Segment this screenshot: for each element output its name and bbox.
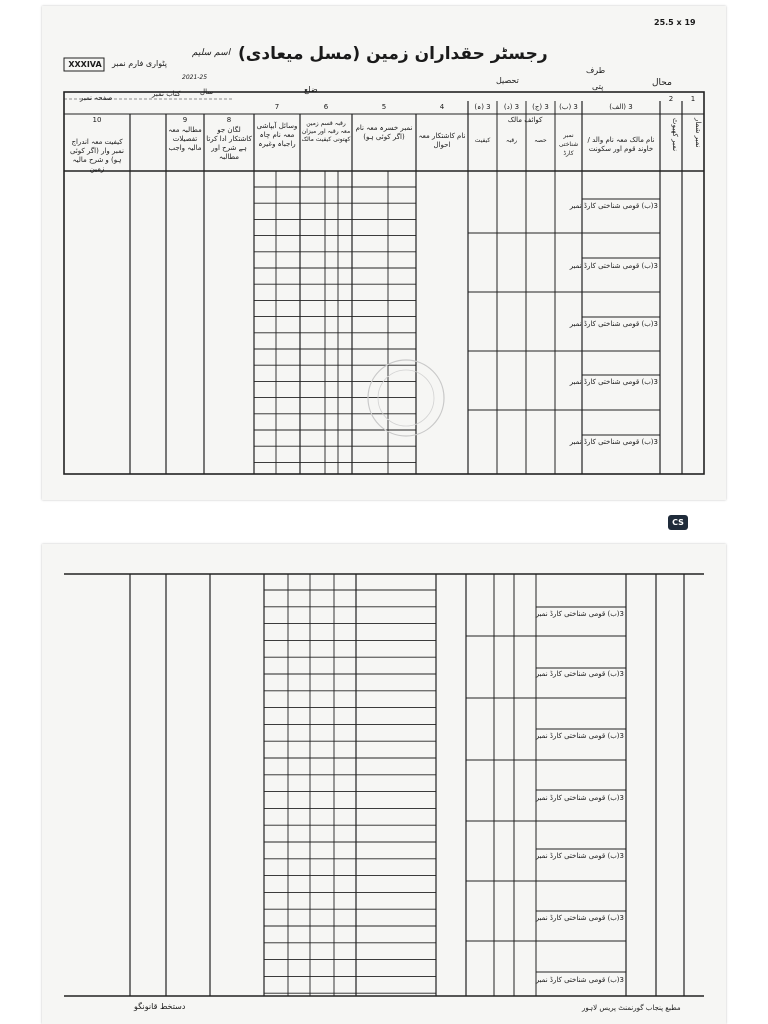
header-serial-number: نمبر شمار	[694, 118, 702, 148]
col-number-3b: 3 (ب)	[559, 103, 578, 111]
header-rent: لگان جو کاشتکار ادا کرتا ہے شرح اور مطالبہ	[206, 126, 252, 161]
col-number-8: 8	[226, 116, 232, 124]
col-number-6: 6	[323, 103, 329, 111]
form-number-box: XXXIVA	[68, 60, 102, 69]
form-number-label: پٹواری فارم نمبر	[112, 59, 167, 68]
header-cnic: نمبر شناختی کارڈ	[558, 132, 579, 157]
cnic-label-row-2: 3(ب) قومی شناختی کارڈ نمبر	[569, 262, 658, 270]
col-number-3e: 3 (ہ)	[474, 103, 491, 111]
col-number-3a: 3 (الف)	[609, 103, 633, 111]
mahal-label: محال	[652, 78, 672, 88]
register-page-2	[42, 544, 726, 1024]
cnic-label-row-5: 3(ب) قومی شناختی کارڈ نمبر	[569, 438, 658, 446]
tehsil-label: تحصیل	[496, 76, 519, 85]
header-area: رقبہ	[505, 137, 518, 144]
col-number-3d: 3 (د)	[503, 103, 520, 111]
cnic-label-row-4: 3(ب) قومی شناختی کارڈ نمبر	[569, 378, 658, 386]
header-demand: مطالبہ معہ تفصیلات مالیہ واجب	[168, 126, 202, 152]
register-title: رجسٹر حقداران زمین (مسل میعادی)	[238, 44, 548, 64]
col-number-2: 2	[668, 95, 674, 103]
register-page-1	[42, 6, 726, 500]
col-number-7: 7	[274, 103, 280, 111]
header-irrigation: وسائل آبپاشی معہ نام چاہ راجباہ وغیرہ	[256, 122, 298, 148]
page1-table-lines	[42, 6, 726, 500]
header-remarks: کیفیت معہ اندراج نمبر وار (اگر کوئی ہو) و شرح مالیہ زمین	[70, 138, 124, 173]
header-land-type: رقبہ قسم زمین معہ رقبہ اور میزان کھتونی کیفیت مالک	[301, 120, 351, 143]
col-number-1: 1	[690, 95, 696, 103]
header-remarks-owner: کیفیت	[474, 137, 491, 144]
header-cultivator: نام کاشتکار معہ احوال	[418, 132, 466, 149]
cnic-label-row-6: 3(ب) قومی شناختی کارڈ نمبر	[535, 610, 624, 618]
col-number-9: 9	[182, 116, 188, 124]
cnic-label-row-12: 3(ب) قومی شناختی کارڈ نمبر	[535, 976, 624, 984]
book-label: کتاب نمبر	[152, 90, 181, 98]
header-share: حصہ	[534, 137, 547, 144]
handwritten-year: 2021-25	[182, 74, 208, 81]
zila-label: ضلع	[304, 85, 318, 94]
header-khasra: نمبر خسرہ معہ نام (اگر کوئی ہو)	[355, 124, 413, 141]
footer-printer-label: مطبع پنجاب گورنمنٹ پریس لاہور	[582, 1004, 681, 1012]
col-number-10: 10	[92, 116, 102, 124]
cnic-label-row-8: 3(ب) قومی شناختی کارڈ نمبر	[535, 732, 624, 740]
cnic-label-row-3: 3(ب) قومی شناختی کارڈ نمبر	[569, 320, 658, 328]
footer-signature-label: دستخط قانونگو	[134, 1002, 186, 1011]
cnic-label-row-9: 3(ب) قومی شناختی کارڈ نمبر	[535, 794, 624, 802]
header-owner-name: نام مالک معہ نام والد / خاوند قوم اور سکونت	[587, 136, 655, 153]
header-khewat-number: نمبر کھیوٹ	[671, 118, 679, 152]
cnic-label-row-7: 3(ب) قومی شناختی کارڈ نمبر	[535, 670, 624, 678]
handwritten-name: اسم سلیم	[192, 48, 231, 58]
col-number-5: 5	[381, 103, 387, 111]
cnic-label-row-10: 3(ب) قومی شناختی کارڈ نمبر	[535, 852, 624, 860]
cnic-label-row-11: 3(ب) قومی شناختی کارڈ نمبر	[535, 914, 624, 922]
header-owner-group: کوائف مالک	[507, 116, 543, 124]
scanner-badge: CS	[668, 515, 688, 530]
page-label: صفحہ نمبر	[80, 94, 113, 102]
cnic-label-row-1: 3(ب) قومی شناختی کارڈ نمبر	[569, 202, 658, 210]
taraf-label: طرف	[586, 66, 606, 75]
patti-label: پتی	[592, 82, 604, 91]
size-label: 25.5 x 19	[654, 18, 696, 27]
col-number-3c: 3 (ج)	[532, 103, 549, 111]
year-label: سال	[200, 88, 214, 96]
col-number-4: 4	[439, 103, 445, 111]
